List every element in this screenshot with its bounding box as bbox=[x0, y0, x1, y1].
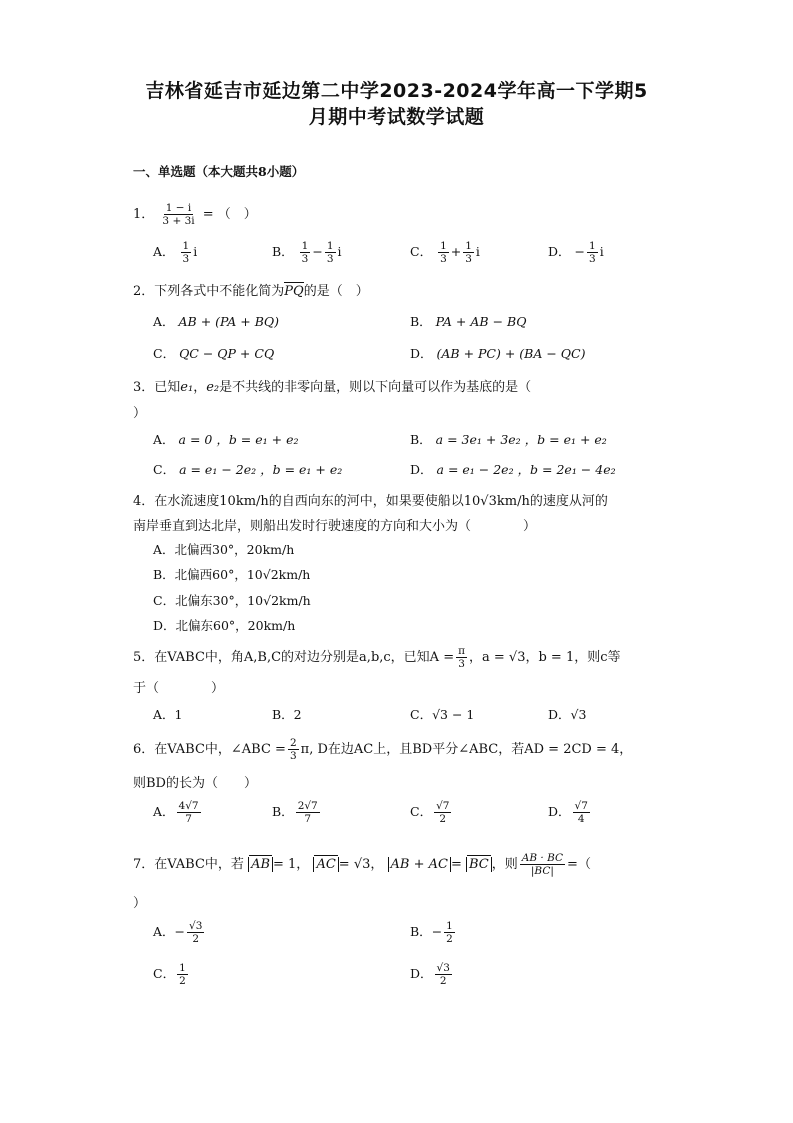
option-label: D． bbox=[548, 244, 571, 260]
question-text: 是不共线的非零向量，则以下向量可以作为基底的是（ bbox=[219, 380, 532, 395]
numerator: 1 bbox=[446, 920, 453, 932]
fraction bbox=[288, 737, 299, 762]
option-text: PA + AB − BQ bbox=[435, 314, 527, 329]
option-text: a = 0 ，b = e₁ + e₂ bbox=[178, 432, 299, 447]
option-text: QC − QP + CQ bbox=[179, 346, 275, 361]
q6-option-b[interactable] bbox=[272, 800, 322, 825]
fraction bbox=[434, 800, 451, 825]
denominator: 3 bbox=[589, 253, 596, 266]
question-5-line-2: 于（ ） bbox=[133, 681, 225, 696]
operator: + bbox=[450, 244, 462, 260]
question-text: = bbox=[450, 857, 462, 873]
option-label: C． bbox=[153, 966, 176, 982]
option-label: A． bbox=[153, 432, 175, 447]
fraction bbox=[177, 962, 188, 987]
numerator: 1 bbox=[301, 240, 309, 252]
numerator: √7 bbox=[574, 800, 588, 812]
vector-ab-magnitude: AB bbox=[248, 857, 273, 872]
q7-option-c[interactable] bbox=[153, 962, 190, 987]
denominator: |BC| bbox=[530, 865, 554, 878]
fraction bbox=[181, 240, 192, 265]
title-line-1: 吉林省延吉市延边第二中学2023-2024学年高一下学期5 bbox=[145, 80, 648, 102]
operator: − bbox=[574, 244, 585, 260]
question-6-line-2: 则BD的长为（ ） bbox=[133, 776, 257, 791]
q3-option-a[interactable] bbox=[153, 430, 298, 448]
operator: − bbox=[431, 924, 443, 940]
q7-option-d[interactable] bbox=[410, 962, 454, 987]
option-text: i bbox=[599, 244, 604, 260]
denominator: 2 bbox=[439, 813, 447, 826]
q1-option-d[interactable] bbox=[548, 240, 604, 265]
separator: ， bbox=[193, 380, 207, 395]
option-label: A． bbox=[153, 244, 175, 260]
vector-bc-magnitude: BC bbox=[466, 857, 492, 872]
question-number: 1． bbox=[133, 207, 155, 223]
numerator: π bbox=[458, 645, 465, 657]
option-text: AB + (PA + BQ) bbox=[178, 314, 280, 329]
option-label: A． bbox=[153, 804, 175, 820]
denominator: 3 bbox=[440, 253, 447, 266]
option-label: B． bbox=[410, 314, 432, 329]
option-label: B． bbox=[272, 244, 294, 260]
option-label: B． bbox=[410, 432, 432, 447]
denominator: 3 bbox=[326, 253, 334, 266]
denominator: 3 bbox=[301, 253, 309, 266]
option-label: A． bbox=[153, 924, 175, 940]
vector-pq: PQ bbox=[284, 284, 304, 299]
option-label: C． bbox=[153, 346, 176, 361]
option-label: B． bbox=[272, 804, 294, 820]
denominator: 3 bbox=[182, 253, 190, 266]
q2-option-d[interactable] bbox=[410, 344, 586, 362]
q4-option-b[interactable]: B．北偏西60°，10√2km/h bbox=[153, 567, 311, 582]
fraction bbox=[520, 852, 565, 877]
numerator: 1 bbox=[179, 962, 186, 974]
q5-option-a[interactable]: A．1 bbox=[153, 707, 183, 722]
numerator: 1 bbox=[326, 240, 334, 252]
fraction bbox=[325, 240, 336, 265]
option-label: D． bbox=[410, 966, 433, 982]
denominator: 7 bbox=[185, 813, 192, 826]
section-heading: 一、单选题（本大题共8小题） bbox=[133, 164, 305, 179]
question-text: =（ bbox=[567, 857, 591, 873]
denominator: 2 bbox=[179, 975, 186, 988]
denominator: 7 bbox=[304, 813, 312, 826]
question-text: ，a = √3，b = 1，则c等 bbox=[469, 650, 621, 666]
option-text: i bbox=[193, 244, 198, 260]
vector-e2: e₂ bbox=[206, 380, 220, 395]
option-label: B． bbox=[410, 924, 432, 940]
option-label: D． bbox=[410, 346, 433, 361]
question-5-line-1 bbox=[133, 645, 621, 670]
q1-option-c[interactable] bbox=[410, 240, 480, 265]
option-text: a = 3e₁ + 3e₂ ，b = e₁ + e₂ bbox=[435, 432, 607, 447]
q6-option-c[interactable] bbox=[410, 800, 453, 825]
denominator: 3 bbox=[465, 253, 472, 266]
fraction bbox=[573, 800, 590, 825]
q4-option-d[interactable]: D．北偏东60°，20km/h bbox=[153, 618, 296, 633]
q3-option-b[interactable] bbox=[410, 430, 607, 448]
question-6-line-1 bbox=[133, 737, 632, 762]
numerator: √3 bbox=[436, 962, 450, 974]
vector-sum-magnitude: AB + AC bbox=[388, 857, 451, 872]
question-2-stem bbox=[133, 280, 369, 299]
question-text: ，则 bbox=[491, 857, 518, 873]
option-label: A． bbox=[153, 314, 175, 329]
denominator: 2 bbox=[439, 975, 447, 988]
question-tail: = （ ） bbox=[202, 207, 257, 223]
q1-option-b[interactable] bbox=[272, 240, 342, 265]
question-text: 7．在VABC中，若 bbox=[133, 857, 244, 873]
option-label: D． bbox=[548, 804, 571, 820]
denominator: 3 bbox=[458, 658, 465, 671]
question-text: 2．下列各式中不能化简为 bbox=[133, 284, 285, 299]
numerator: 1 bbox=[440, 240, 447, 252]
question-7-line-2: ） bbox=[133, 896, 147, 911]
numerator: AB · BC bbox=[521, 852, 564, 864]
option-text: i bbox=[337, 244, 342, 260]
operator: − bbox=[312, 244, 323, 260]
q2-option-a[interactable] bbox=[153, 312, 279, 330]
numerator: √7 bbox=[436, 800, 450, 812]
numerator: 4√7 bbox=[178, 800, 199, 812]
title-line-2: 月期中考试数学试题 bbox=[308, 106, 485, 128]
q4-option-c[interactable]: C．北偏东30°，10√2km/h bbox=[153, 593, 311, 608]
question-text: π, D在边AC上，且BD平分∠ABC，若AD = 2CD = 4， bbox=[300, 742, 633, 758]
denominator: 3 + 3i bbox=[162, 215, 195, 228]
option-text: (AB + PC) + (BA − QC) bbox=[436, 346, 586, 361]
numerator: 1 bbox=[465, 240, 472, 252]
fraction bbox=[160, 202, 196, 227]
q1-option-a[interactable] bbox=[153, 240, 197, 265]
question-text: 的是（ ） bbox=[303, 284, 369, 299]
denominator: 2 bbox=[446, 933, 453, 946]
option-label: C． bbox=[410, 244, 433, 260]
question-text: 5．在VABC中，角A,B,C的对边分别是a,b,c，已知A = bbox=[133, 650, 455, 666]
fraction bbox=[463, 240, 474, 265]
operator: − bbox=[174, 924, 186, 940]
q2-option-b[interactable] bbox=[410, 312, 526, 330]
fraction bbox=[187, 920, 204, 945]
question-1-stem bbox=[133, 202, 257, 227]
numerator: 1 bbox=[182, 240, 190, 252]
q3-option-c[interactable] bbox=[153, 460, 342, 478]
denominator: 3 bbox=[289, 750, 297, 763]
numerator: 1 bbox=[589, 240, 596, 252]
q6-option-d[interactable] bbox=[548, 800, 592, 825]
question-text: 3．已知 bbox=[133, 380, 181, 395]
question-7-line-1 bbox=[133, 852, 591, 877]
q2-option-c[interactable] bbox=[153, 344, 274, 362]
q5-option-c[interactable]: C．√3 − 1 bbox=[410, 707, 475, 722]
fraction bbox=[438, 240, 449, 265]
option-text: a = e₁ − 2e₂ ，b = e₁ + e₂ bbox=[179, 462, 343, 477]
vector-e1: e₁ bbox=[180, 380, 194, 395]
fraction bbox=[456, 645, 467, 670]
q5-option-b[interactable]: B．2 bbox=[272, 707, 302, 722]
question-3-stem-end: ） bbox=[133, 406, 147, 421]
fraction bbox=[300, 240, 311, 265]
option-text: i bbox=[475, 244, 480, 260]
q7-option-a[interactable] bbox=[153, 920, 206, 945]
denominator: 4 bbox=[577, 813, 585, 826]
question-text: = √3， bbox=[338, 857, 384, 873]
fraction bbox=[177, 800, 201, 825]
option-label: C． bbox=[153, 462, 176, 477]
denominator: 2 bbox=[192, 933, 200, 946]
fraction bbox=[296, 800, 320, 825]
option-label: D． bbox=[410, 462, 433, 477]
question-text: = 1， bbox=[273, 857, 310, 873]
numerator: 1 − i bbox=[165, 202, 192, 214]
q5-option-d[interactable]: D．√3 bbox=[548, 707, 587, 722]
q3-option-d[interactable] bbox=[410, 460, 616, 478]
fraction bbox=[444, 920, 455, 945]
numerator: 2√7 bbox=[297, 800, 318, 812]
vector-ac-magnitude: AC bbox=[313, 857, 338, 872]
question-3-stem bbox=[133, 376, 531, 395]
option-label: C． bbox=[410, 804, 433, 820]
q4-option-a[interactable]: A．北偏西30°，20km/h bbox=[153, 542, 295, 557]
question-4-line-2: 南岸垂直到达北岸，则船出发时行驶速度的方向和大小为（ ） bbox=[133, 519, 537, 534]
fraction bbox=[435, 962, 452, 987]
fraction bbox=[587, 240, 598, 265]
question-text: 6．在VABC中，∠ABC = bbox=[133, 742, 286, 758]
option-text: a = e₁ − 2e₂ ，b = 2e₁ − 4e₂ bbox=[436, 462, 616, 477]
numerator: 2 bbox=[289, 737, 297, 749]
q7-option-b[interactable] bbox=[410, 920, 457, 945]
question-4-line-1: 4．在水流速度10km/h的自西向东的河中，如果要使船以10√3km/h的速度从河的 bbox=[133, 494, 608, 509]
q6-option-a[interactable] bbox=[153, 800, 203, 825]
numerator: √3 bbox=[189, 920, 203, 932]
